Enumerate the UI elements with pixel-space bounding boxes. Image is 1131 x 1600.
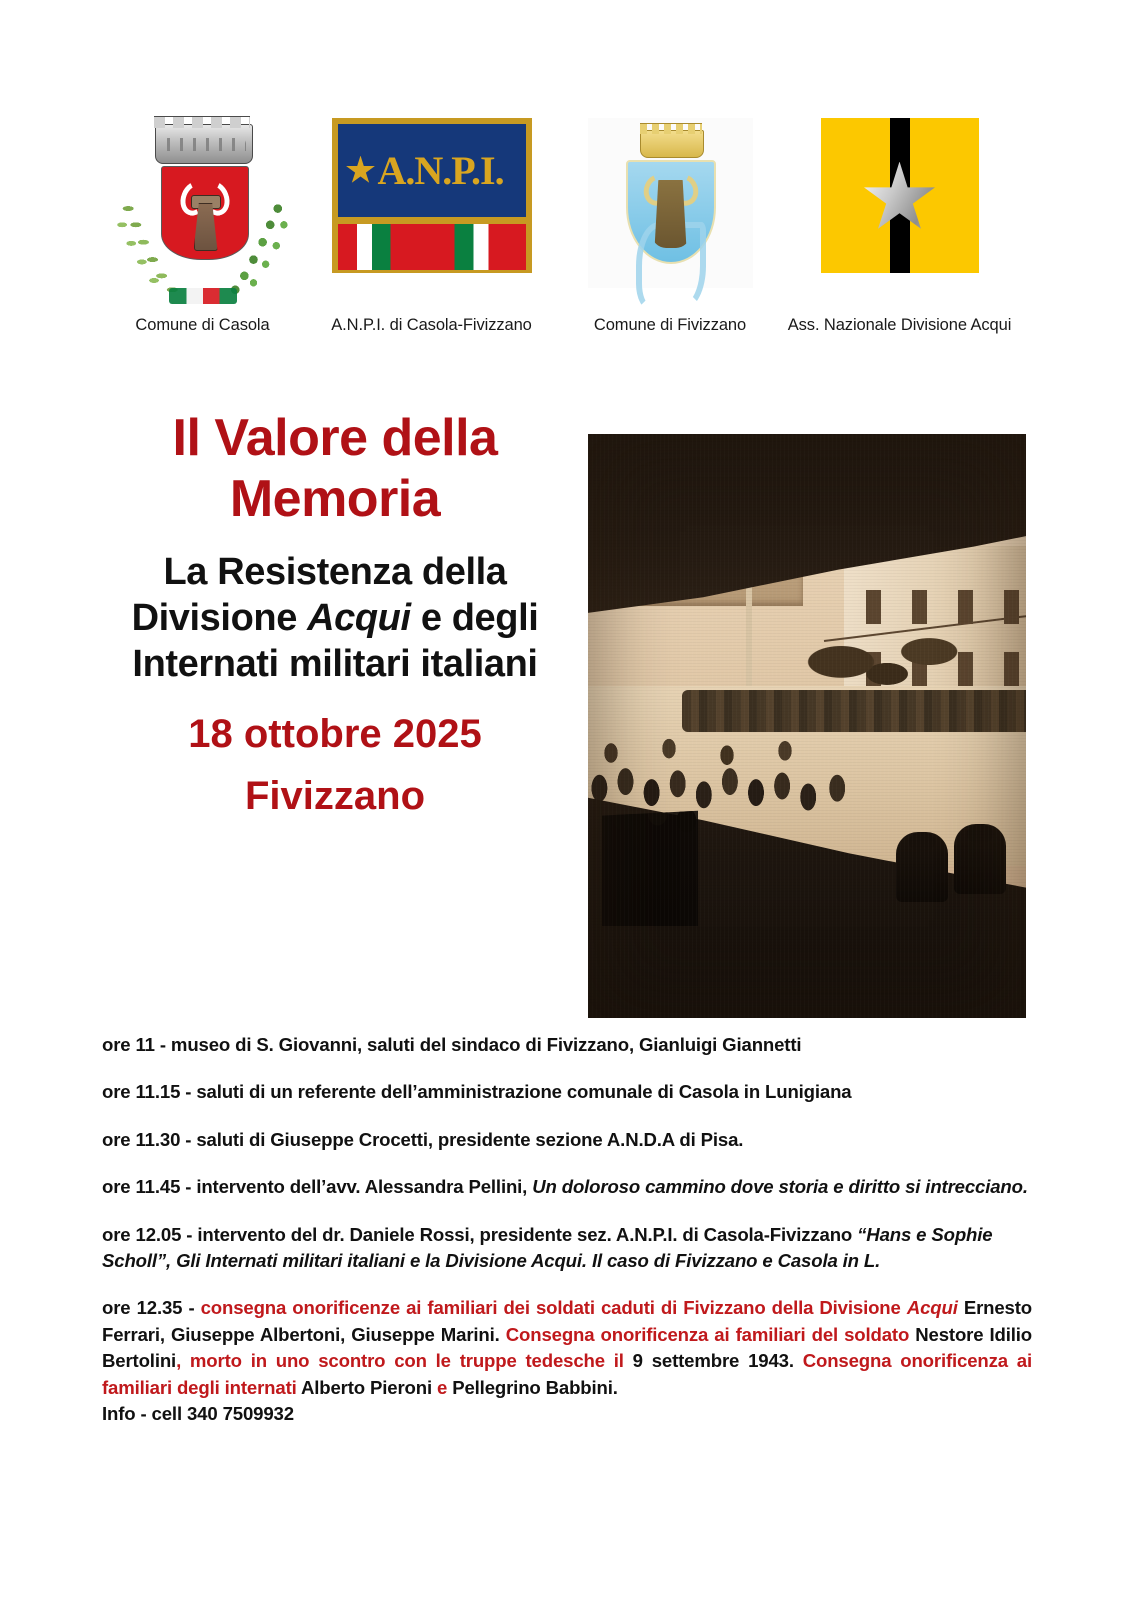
- program-1145-lead: ore 11.45 - intervento dell’avv. Alessandra Pellini,: [102, 1176, 533, 1198]
- red-shield-icon: [161, 166, 249, 260]
- program-1235-soldier-bertolini: Nestore Idilio Bertolini: [102, 1323, 1032, 1372]
- program-1235-time: ore 12.35 -: [102, 1297, 201, 1319]
- program-item-1100: ore 11 - museo di S. Giovanni, saluti del sindaco di Fivizzano, Gianluigi Giannetti: [102, 1034, 802, 1055]
- sponsor-caption-fivizzano: Comune di Fivizzano: [593, 316, 747, 334]
- photo-flagpole: [746, 584, 752, 694]
- program-1235-division-name: Acqui: [906, 1297, 958, 1319]
- program-item-1205: [102, 1222, 1032, 1275]
- program-1235-death-date: 9 settembre 1943.: [632, 1350, 803, 1372]
- program-1235-internee-babbini: Pellegrino Babbini.: [452, 1376, 618, 1398]
- event-heading-block: [100, 408, 570, 820]
- sponsor-acqui: [768, 118, 1031, 334]
- sponsor-caption-casola: Comune di Casola: [135, 316, 270, 334]
- contact-info: Info - cell 340 7509932: [102, 1402, 294, 1424]
- sponsor-casola: [100, 118, 305, 334]
- photo-foreground-figures-left: [602, 806, 698, 926]
- fivizzano-coat-of-arms: [588, 118, 753, 288]
- gold-crown-icon: [640, 130, 704, 158]
- photo-seated-figure-1: [896, 832, 948, 902]
- sponsor-logo-strip: [100, 118, 1031, 348]
- program-item-1130: ore 11.30 - saluti di Giuseppe Crocetti, presidente sezione A.N.D.A di Pisa.: [102, 1128, 744, 1150]
- casola-coat-of-arms: [113, 118, 293, 308]
- event-date: 18 ottobre 2025: [188, 711, 482, 756]
- subtitle-part-1: La Resistenza della Divisione: [131, 550, 507, 640]
- event-subtitle: [100, 549, 570, 688]
- program-1235-soldier-names: Ernesto Ferrari, Giuseppe Albertoni, Giuseppe Marini.: [102, 1297, 1032, 1345]
- program-item-1235: [102, 1295, 1032, 1427]
- gold-star-icon: [346, 156, 376, 186]
- program-1235-award-family-lead: Consegna onorificenza ai familiari del soldato: [505, 1323, 916, 1345]
- program-1205-title: “Hans e Sophie Scholl”, Gli Internati militari italiani e la Divisione Acqui. Il caso di Fivizzano e Casola in L.: [102, 1223, 993, 1271]
- program-1235-death-note: , morto in uno scontro con le truppe tedesche il: [176, 1350, 633, 1372]
- subtitle-part-2: e degli Internati militari italiani: [132, 597, 539, 686]
- program-1145-title: Un doloroso cammino dove storia e diritto si intrecciano.: [532, 1176, 1028, 1198]
- anpi-logo: [332, 118, 532, 273]
- sponsor-caption-anpi: A.N.P.I. di Casola-Fivizzano: [331, 316, 532, 334]
- blue-shield-icon: [626, 160, 716, 264]
- program-1235-conjunction: e: [437, 1376, 453, 1398]
- sponsor-caption-acqui: Ass. Nazionale Divisione Acqui: [787, 316, 1012, 334]
- program-1235-awards-soldiers: consegna onorificenze ai familiari dei soldati caduti di Fivizzano della Divisione: [200, 1297, 907, 1319]
- event-place: Fivizzano: [244, 773, 426, 818]
- program-1235-internee-pieroni: Alberto Pieroni: [300, 1376, 437, 1398]
- photo-seated-figure-2: [954, 824, 1006, 894]
- program-item-1145: [102, 1174, 1032, 1200]
- acqui-division-flag: [821, 118, 979, 273]
- event-program: [102, 1032, 1032, 1427]
- subtitle-emphasis: Acqui: [307, 597, 411, 640]
- anpi-acronym: A.N.P.I.: [377, 147, 504, 193]
- historical-photo-soldiers: [588, 434, 1026, 1018]
- tricolor-ribbon-icon: [169, 288, 237, 304]
- program-1235-award-internees-lead: Consegna onorificenza ai familiari degli internati: [102, 1350, 1032, 1398]
- program-item-1115: ore 11.15 - saluti di un referente dell’amministrazione comunale di Casola in Lunigiana: [102, 1081, 852, 1103]
- program-1205-lead: ore 12.05 - intervento del dr. Daniele Rossi, presidente sez. A.N.P.I. di Casola-Fivizzano: [102, 1223, 858, 1245]
- title-line-1: Il Valore della: [172, 409, 498, 467]
- sponsor-anpi: [319, 118, 544, 334]
- mural-crown-icon: [155, 124, 253, 164]
- sponsor-fivizzano: [570, 118, 770, 334]
- page-title: [100, 408, 570, 531]
- tricolor-ribbon-bar: [336, 222, 528, 272]
- anpi-banner: [336, 122, 528, 219]
- title-line-2: Memoria: [229, 470, 441, 529]
